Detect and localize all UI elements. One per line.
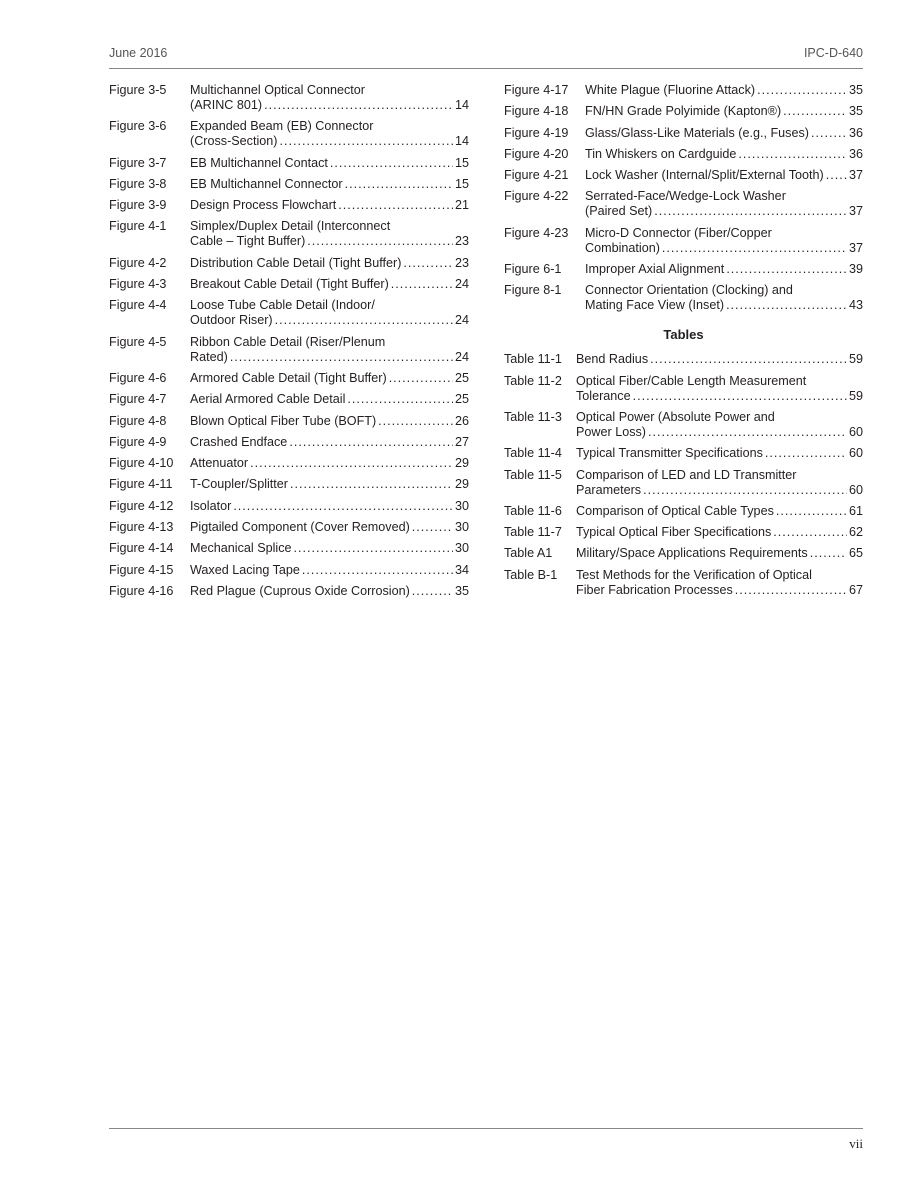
toc-entry-last-line bbox=[190, 156, 469, 171]
toc-entry-page-number: 15 bbox=[454, 155, 469, 170]
toc-entry bbox=[504, 546, 863, 561]
toc-entry-page-number: 60 bbox=[848, 482, 863, 497]
toc-entry bbox=[504, 262, 863, 277]
toc-entry-last-line bbox=[190, 414, 469, 429]
header-rule bbox=[109, 68, 863, 69]
toc-entry-title: Red Plague (Cuprous Oxide Corrosion) bbox=[190, 583, 410, 598]
table-list bbox=[504, 352, 863, 597]
toc-entry-body bbox=[190, 119, 469, 149]
toc-entry-title: Mating Face View (Inset) bbox=[585, 298, 725, 313]
dot-leader bbox=[412, 520, 453, 535]
toc-entry bbox=[109, 371, 469, 386]
toc-entry bbox=[504, 525, 863, 540]
toc-entry-title: Breakout Cable Detail (Tight Buffer) bbox=[190, 277, 389, 292]
toc-entry bbox=[109, 156, 469, 171]
right-column bbox=[504, 83, 863, 604]
toc-entry-page-number: 24 bbox=[454, 277, 469, 292]
toc-entry-title: Power Loss) bbox=[576, 424, 646, 439]
toc-entry-body bbox=[190, 256, 469, 271]
toc-entry-body bbox=[190, 477, 469, 492]
toc-entry-title-line: Loose Tube Cable Detail (Indoor/ bbox=[190, 298, 375, 313]
toc-entry-last-line bbox=[190, 371, 469, 386]
toc-entry-page-number: 15 bbox=[454, 176, 469, 191]
toc-entry-page-number: 29 bbox=[454, 456, 469, 471]
toc-entry-number: Figure 4-12 bbox=[109, 498, 174, 513]
dot-leader bbox=[302, 563, 453, 578]
toc-entry-number: Figure 4-7 bbox=[109, 392, 167, 407]
toc-entry bbox=[109, 541, 469, 556]
toc-entry-body bbox=[585, 283, 863, 313]
toc-entry-title: Lock Washer (Internal/Split/External Tooth) bbox=[585, 168, 824, 183]
toc-entry-page-number: 21 bbox=[454, 198, 469, 213]
toc-entry-body bbox=[190, 298, 469, 328]
toc-entry-body bbox=[576, 504, 863, 519]
toc-entry bbox=[504, 126, 863, 141]
toc-entry-number: Figure 4-3 bbox=[109, 277, 167, 292]
toc-entry-number: Figure 3-5 bbox=[109, 83, 167, 97]
toc-entry bbox=[109, 256, 469, 271]
toc-entry bbox=[504, 410, 863, 440]
toc-entry-body bbox=[585, 104, 863, 119]
toc-entry-number: Figure 4-11 bbox=[109, 477, 173, 492]
toc-entry-body bbox=[576, 410, 863, 440]
dot-leader bbox=[783, 104, 847, 119]
toc-entry bbox=[109, 119, 469, 149]
toc-entry bbox=[504, 374, 863, 404]
toc-entry-last-line bbox=[190, 541, 469, 556]
toc-entry-number: Table 11-3 bbox=[504, 409, 562, 424]
toc-entry-body bbox=[190, 277, 469, 292]
toc-entry bbox=[109, 414, 469, 429]
toc-entry-page-number: 59 bbox=[848, 352, 863, 367]
dot-leader bbox=[773, 525, 847, 540]
toc-entry-title: Bend Radius bbox=[576, 352, 649, 367]
toc-entry-last-line bbox=[190, 392, 469, 407]
toc-entry-number: Figure 4-13 bbox=[109, 520, 174, 535]
toc-entry bbox=[109, 520, 469, 535]
toc-entry-title: Fiber Fabrication Processes bbox=[576, 582, 733, 597]
toc-entry-title-line: Serrated-Face/Wedge-Lock Washer bbox=[585, 189, 786, 204]
toc-entry bbox=[504, 468, 863, 498]
toc-entry-last-line bbox=[585, 298, 863, 313]
toc-entry-page-number: 39 bbox=[848, 262, 863, 277]
toc-entry bbox=[109, 456, 469, 471]
toc-entry-page-number: 65 bbox=[848, 546, 863, 561]
toc-entry-body bbox=[190, 219, 469, 249]
toc-entry-last-line bbox=[190, 350, 469, 365]
dot-leader bbox=[403, 256, 453, 271]
toc-entry-title: Tolerance bbox=[576, 388, 631, 403]
toc-entry-title: Crashed Endface bbox=[190, 434, 288, 449]
toc-entry-body bbox=[190, 520, 469, 535]
toc-entry-title: Rated) bbox=[190, 349, 228, 364]
dot-leader bbox=[810, 546, 847, 561]
toc-entry-number: Table 11-4 bbox=[504, 446, 562, 461]
toc-entry-body bbox=[190, 541, 469, 556]
toc-entry-page-number: 43 bbox=[848, 298, 863, 313]
toc-entry-title: FN/HN Grade Polyimide (Kapton®) bbox=[585, 104, 782, 119]
toc-entry bbox=[504, 226, 863, 256]
dot-leader bbox=[389, 371, 453, 386]
toc-entry-page-number: 24 bbox=[454, 313, 469, 328]
toc-entry-number: Figure 3-8 bbox=[109, 176, 167, 191]
toc-entry-number: Figure 4-22 bbox=[504, 189, 569, 204]
toc-entry-title-line: Comparison of LED and LD Transmitter bbox=[576, 467, 797, 482]
toc-entry-last-line bbox=[190, 435, 469, 450]
toc-entry-last-line bbox=[190, 134, 469, 149]
toc-entry-number: Figure 4-21 bbox=[504, 168, 569, 183]
toc-entry-last-line bbox=[585, 262, 863, 277]
toc-entry-body bbox=[585, 168, 863, 183]
toc-entry-number: Figure 4-18 bbox=[504, 104, 569, 119]
toc-entry-title: Cable – Tight Buffer) bbox=[190, 234, 306, 249]
figure-list bbox=[504, 83, 863, 313]
toc-entry-body bbox=[585, 126, 863, 141]
toc-entry-page-number: 37 bbox=[848, 240, 863, 255]
toc-entry bbox=[109, 563, 469, 578]
toc-entry-title: EB Multichannel Contact bbox=[190, 155, 328, 170]
toc-entry-page-number: 29 bbox=[454, 477, 469, 492]
toc-entry-title-line: Simplex/Duplex Detail (Interconnect bbox=[190, 219, 391, 234]
toc-entry-title-line: Expanded Beam (EB) Connector bbox=[190, 119, 374, 134]
toc-entry-last-line bbox=[576, 504, 863, 519]
toc-entry-body bbox=[576, 374, 863, 404]
toc-entry-title: (Paired Set) bbox=[585, 204, 653, 219]
toc-entry bbox=[109, 435, 469, 450]
dot-leader bbox=[643, 483, 847, 498]
toc-entry-page-number: 35 bbox=[454, 583, 469, 598]
toc-entry-title: (ARINC 801) bbox=[190, 98, 263, 112]
toc-entry-title: White Plague (Fluorine Attack) bbox=[585, 83, 756, 97]
toc-entry-last-line bbox=[190, 198, 469, 213]
toc-entry-page-number: 60 bbox=[848, 424, 863, 439]
toc-entry-page-number: 59 bbox=[848, 388, 863, 403]
toc-entry bbox=[109, 277, 469, 292]
toc-entry-title: EB Multichannel Connector bbox=[190, 176, 343, 191]
toc-entry-page-number: 25 bbox=[454, 370, 469, 385]
dot-leader bbox=[289, 435, 453, 450]
page-header bbox=[109, 46, 863, 68]
toc-entry-title: Improper Axial Alignment bbox=[585, 262, 725, 277]
toc-entry-page-number: 34 bbox=[454, 562, 469, 577]
toc-entry-page-number: 14 bbox=[454, 134, 469, 149]
toc-entry bbox=[109, 83, 469, 113]
toc-entry-number: Table A1 bbox=[504, 546, 553, 561]
toc-entry-page-number: 26 bbox=[454, 413, 469, 428]
dot-leader bbox=[338, 198, 453, 213]
toc-entry-title: Aerial Armored Cable Detail bbox=[190, 392, 346, 407]
toc-entry bbox=[504, 446, 863, 461]
toc-entry-number: Figure 4-5 bbox=[109, 334, 167, 349]
toc-entry-number: Figure 4-8 bbox=[109, 413, 167, 428]
toc-entry-page-number: 27 bbox=[454, 434, 469, 449]
toc-entry-number: Figure 6-1 bbox=[504, 262, 562, 277]
toc-entry-page-number: 30 bbox=[454, 498, 469, 513]
toc-entry-body bbox=[576, 525, 863, 540]
toc-entry-number: Figure 4-19 bbox=[504, 125, 569, 140]
toc-entry bbox=[504, 568, 863, 598]
dot-leader bbox=[726, 262, 847, 277]
toc-entry-title: Tin Whiskers on Cardguide bbox=[585, 146, 737, 161]
toc-entry-last-line bbox=[585, 168, 863, 183]
toc-entry-title-line: Test Methods for the Verification of Optical bbox=[576, 567, 812, 582]
toc-entry-last-line bbox=[190, 98, 469, 113]
toc-entry-number: Figure 4-6 bbox=[109, 370, 167, 385]
toc-entry-number: Table B-1 bbox=[504, 567, 558, 582]
dot-leader bbox=[735, 583, 847, 598]
toc-entry-last-line bbox=[576, 446, 863, 461]
dot-leader bbox=[345, 177, 453, 192]
toc-entry-title: Isolator bbox=[190, 498, 232, 513]
toc-entry-number: Figure 4-2 bbox=[109, 255, 167, 270]
toc-entry-title: Attenuator bbox=[190, 456, 249, 471]
toc-entry bbox=[504, 83, 863, 98]
toc-entry bbox=[504, 189, 863, 219]
toc-entry-body bbox=[585, 226, 863, 256]
toc-entry-last-line bbox=[190, 499, 469, 514]
dot-leader bbox=[648, 425, 847, 440]
toc-entry-number: Figure 4-9 bbox=[109, 434, 167, 449]
toc-entry-body bbox=[190, 456, 469, 471]
toc-entry-last-line bbox=[585, 147, 863, 162]
toc-entry-last-line bbox=[585, 104, 863, 119]
toc-entry-body bbox=[190, 177, 469, 192]
toc-entry-body bbox=[190, 435, 469, 450]
toc-entry-body bbox=[190, 392, 469, 407]
toc-entry bbox=[109, 198, 469, 213]
toc-entry-title: Blown Optical Fiber Tube (BOFT) bbox=[190, 413, 377, 428]
toc-entry-last-line bbox=[190, 277, 469, 292]
toc-entry-page-number: 67 bbox=[848, 582, 863, 597]
toc-entry-page-number: 30 bbox=[454, 520, 469, 535]
toc-entry-number: Figure 4-17 bbox=[504, 83, 569, 97]
toc-entry bbox=[109, 219, 469, 249]
toc-entry-last-line bbox=[190, 313, 469, 328]
dot-leader bbox=[250, 456, 453, 471]
toc-entry-body bbox=[576, 468, 863, 498]
toc-entry-body bbox=[190, 83, 469, 113]
toc-entry bbox=[504, 504, 863, 519]
toc-entry-last-line bbox=[576, 389, 863, 404]
toc-entry-page-number: 24 bbox=[454, 349, 469, 364]
toc-entry-title: Typical Transmitter Specifications bbox=[576, 446, 763, 461]
toc-entry-title-line: Optical Power (Absolute Power and bbox=[576, 409, 775, 424]
toc-entry-page-number: 35 bbox=[848, 83, 863, 97]
toc-entry-number: Figure 3-6 bbox=[109, 119, 167, 134]
toc-entry-title: Mechanical Splice bbox=[190, 541, 292, 556]
toc-entry-last-line bbox=[190, 234, 469, 249]
dot-leader bbox=[662, 241, 847, 256]
toc-entry bbox=[504, 104, 863, 119]
toc-entry-number: Figure 4-15 bbox=[109, 562, 174, 577]
dot-leader bbox=[378, 414, 453, 429]
toc-entry bbox=[109, 335, 469, 365]
toc-entry-page-number: 25 bbox=[454, 392, 469, 407]
toc-entry-body bbox=[190, 499, 469, 514]
toc-entry-number: Figure 4-23 bbox=[504, 225, 569, 240]
toc-entry-title: Combination) bbox=[585, 240, 660, 255]
toc-entry-number: Figure 4-20 bbox=[504, 146, 569, 161]
toc-entry-body bbox=[585, 262, 863, 277]
toc-entry bbox=[504, 147, 863, 162]
dot-leader bbox=[294, 541, 453, 556]
toc-entry-number: Table 11-1 bbox=[504, 352, 562, 367]
toc-entry-title-line: Micro-D Connector (Fiber/Copper bbox=[585, 225, 772, 240]
dot-leader bbox=[307, 234, 453, 249]
toc-entry-page-number: 36 bbox=[848, 146, 863, 161]
toc-entry-title-line: Optical Fiber/Cable Length Measurement bbox=[576, 373, 807, 388]
toc-entry-title-line: Ribbon Cable Detail (Riser/Plenum bbox=[190, 334, 386, 349]
dot-leader bbox=[826, 168, 847, 183]
toc-entry-title: Comparison of Optical Cable Types bbox=[576, 503, 774, 518]
toc-entry-last-line bbox=[576, 425, 863, 440]
toc-entry bbox=[109, 177, 469, 192]
toc-entry-number: Figure 3-7 bbox=[109, 155, 167, 170]
toc-entry-page-number: 60 bbox=[848, 446, 863, 461]
dot-leader bbox=[279, 134, 453, 149]
dot-leader bbox=[412, 584, 453, 599]
dot-leader bbox=[654, 204, 847, 219]
dot-leader bbox=[738, 147, 847, 162]
toc-entry-number: Figure 8-1 bbox=[504, 283, 562, 298]
toc-entry-body bbox=[585, 147, 863, 162]
toc-entry-body bbox=[190, 335, 469, 365]
toc-entry-body bbox=[585, 83, 863, 98]
toc-entry-last-line bbox=[190, 563, 469, 578]
toc-entry-last-line bbox=[576, 525, 863, 540]
toc-entry-number: Table 11-6 bbox=[504, 503, 562, 518]
toc-entry bbox=[109, 499, 469, 514]
toc-entry-last-line bbox=[190, 584, 469, 599]
toc-entry-title: Distribution Cable Detail (Tight Buffer) bbox=[190, 255, 402, 270]
toc-entry-number: Figure 4-4 bbox=[109, 298, 167, 313]
toc-entry-last-line bbox=[190, 256, 469, 271]
dot-leader bbox=[757, 83, 847, 98]
tables-heading: Tables bbox=[663, 327, 704, 343]
dot-leader bbox=[290, 477, 453, 492]
header-document-id: IPC-D-640 bbox=[803, 46, 863, 60]
toc-entry-number: Table 11-5 bbox=[504, 467, 562, 482]
toc-entry-body bbox=[190, 563, 469, 578]
toc-entry bbox=[109, 392, 469, 407]
toc-entry-last-line bbox=[576, 483, 863, 498]
toc-entry-page-number: 61 bbox=[848, 503, 863, 518]
dot-leader bbox=[275, 313, 453, 328]
dot-leader bbox=[233, 499, 453, 514]
toc-entry-last-line bbox=[585, 241, 863, 256]
toc-entry-body bbox=[190, 198, 469, 213]
left-column-figure-list bbox=[109, 83, 469, 605]
toc-entry bbox=[109, 584, 469, 599]
dot-leader bbox=[391, 277, 453, 292]
toc-entry-page-number: 23 bbox=[454, 255, 469, 270]
dot-leader bbox=[776, 504, 847, 519]
toc-entry-title: Pigtailed Component (Cover Removed) bbox=[190, 520, 410, 535]
toc-entry-title: Typical Optical Fiber Specifications bbox=[576, 525, 772, 540]
toc-entry-last-line bbox=[585, 204, 863, 219]
toc-entry-last-line bbox=[576, 583, 863, 598]
toc-entry-page-number: 14 bbox=[454, 98, 469, 112]
toc-entry-last-line bbox=[585, 83, 863, 98]
toc-entry-title: (Cross-Section) bbox=[190, 134, 278, 149]
toc-entry-last-line bbox=[190, 520, 469, 535]
toc-entry bbox=[109, 477, 469, 492]
toc-entry-last-line bbox=[190, 456, 469, 471]
dot-leader bbox=[264, 98, 453, 113]
page-footer bbox=[109, 1128, 863, 1151]
toc-entry-number: Figure 4-16 bbox=[109, 583, 174, 598]
toc-entry-title: Outdoor Riser) bbox=[190, 313, 273, 328]
toc-entry-title: Military/Space Applications Requirements bbox=[576, 546, 808, 561]
toc-entry-body bbox=[190, 414, 469, 429]
toc-entry-title: T-Coupler/Splitter bbox=[190, 477, 288, 492]
toc-entry-body bbox=[585, 189, 863, 219]
toc-entry-title: Design Process Flowchart bbox=[190, 198, 337, 213]
toc-entry-title: Parameters bbox=[576, 482, 642, 497]
toc-entry-title: Waxed Lacing Tape bbox=[190, 562, 300, 577]
toc-entry-last-line bbox=[576, 546, 863, 561]
toc-entry-body bbox=[190, 371, 469, 386]
toc-entry-last-line bbox=[585, 126, 863, 141]
dot-leader bbox=[765, 446, 847, 461]
toc-entry-number: Figure 4-1 bbox=[109, 219, 167, 234]
toc-entry-body bbox=[576, 568, 863, 598]
dot-leader bbox=[347, 392, 453, 407]
toc-entry-number: Figure 3-9 bbox=[109, 198, 167, 213]
toc-entry-last-line bbox=[576, 352, 863, 367]
toc-entry bbox=[504, 168, 863, 183]
toc-entry-title-line: Multichannel Optical Connector bbox=[190, 83, 366, 97]
toc-entry-page-number: 30 bbox=[454, 541, 469, 556]
toc-entry-body bbox=[190, 584, 469, 599]
toc-entry-page-number: 37 bbox=[848, 168, 863, 183]
dot-leader bbox=[650, 352, 847, 367]
page-number: vii bbox=[849, 1136, 863, 1151]
toc-entry-page-number: 23 bbox=[454, 234, 469, 249]
toc-entry-page-number: 35 bbox=[848, 104, 863, 119]
toc-entry bbox=[504, 283, 863, 313]
toc-entry-body bbox=[190, 156, 469, 171]
toc-entry-number: Table 11-2 bbox=[504, 373, 562, 388]
toc-entry-body bbox=[576, 352, 863, 367]
dot-leader bbox=[811, 126, 847, 141]
toc-entry-number: Figure 4-10 bbox=[109, 456, 174, 471]
footer-rule bbox=[109, 1128, 863, 1129]
toc-entry-number: Table 11-7 bbox=[504, 525, 562, 540]
toc-entry-number: Figure 4-14 bbox=[109, 541, 174, 556]
toc-entry-body bbox=[576, 446, 863, 461]
dot-leader bbox=[726, 298, 847, 313]
dot-leader bbox=[633, 389, 847, 404]
toc-entry-page-number: 62 bbox=[848, 525, 863, 540]
toc-entry-page-number: 36 bbox=[848, 125, 863, 140]
toc-entry-last-line bbox=[190, 477, 469, 492]
toc-entry-title-line: Connector Orientation (Clocking) and bbox=[585, 283, 793, 298]
toc-entry-body bbox=[576, 546, 863, 561]
toc-entry-title: Glass/Glass-Like Materials (e.g., Fuses) bbox=[585, 125, 809, 140]
toc-entry-page-number: 37 bbox=[848, 204, 863, 219]
dot-leader bbox=[330, 156, 453, 171]
dot-leader bbox=[230, 350, 453, 365]
toc-entry-last-line bbox=[190, 177, 469, 192]
header-date: June 2016 bbox=[109, 46, 168, 60]
toc-entry bbox=[504, 352, 863, 367]
toc-entry-title: Armored Cable Detail (Tight Buffer) bbox=[190, 370, 387, 385]
toc-entry bbox=[109, 298, 469, 328]
